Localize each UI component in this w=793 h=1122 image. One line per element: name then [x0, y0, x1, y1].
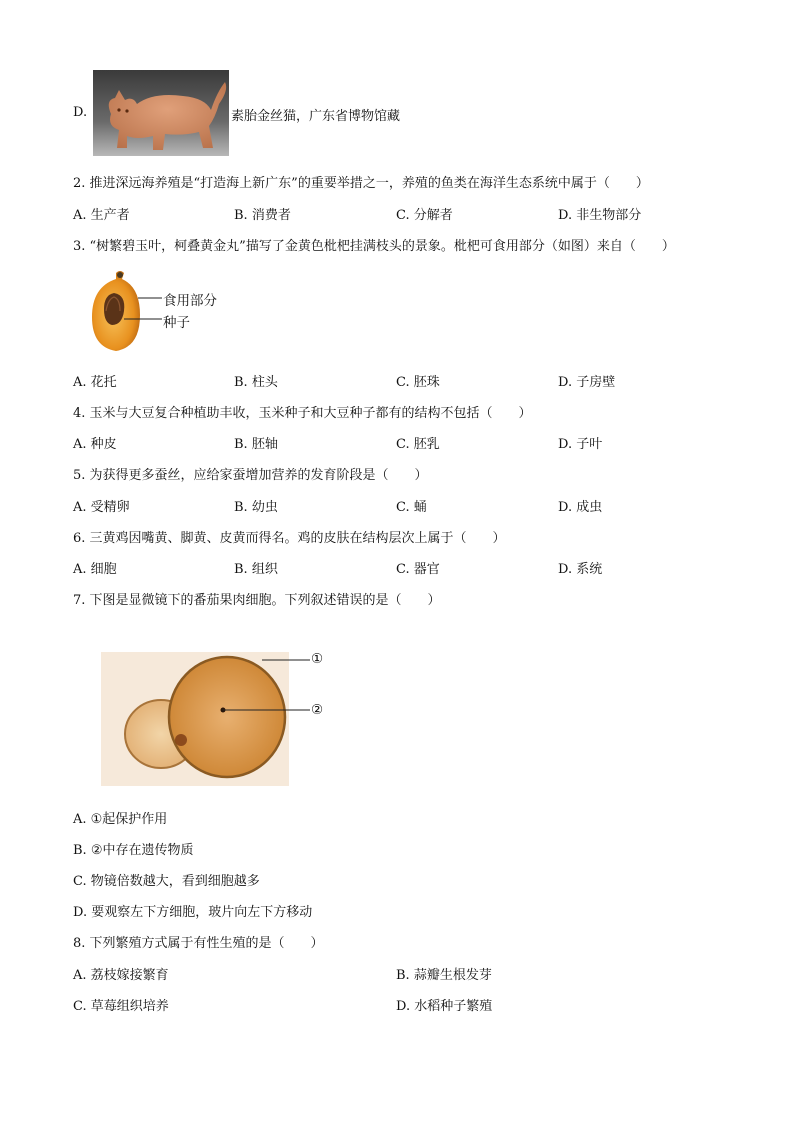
question-3-stem: 3. “树繁碧玉叶，柯叠黄金丸”描写了金黄色枇杷挂满枝头的景象。枇杷可食用部分（如图）来自（ ）: [73, 239, 675, 254]
cat-caption: 素胎金丝猫，广东省博物馆藏: [231, 109, 401, 124]
q3-option-b: B. 柱头: [234, 375, 278, 390]
q6-option-b: B. 组织: [234, 562, 278, 577]
question-7-stem: 7. 下图是显微镜下的番茄果肉细胞。下列叙述错误的是（ ）: [73, 593, 441, 608]
q5-option-c: C. 蛹: [396, 500, 427, 515]
option-d-letter: D.: [73, 105, 88, 120]
q4-option-d: D. 子叶: [558, 437, 603, 452]
q2-option-b: B. 消费者: [234, 208, 291, 223]
q7-option-b: B. ②中存在遗传物质: [73, 843, 194, 858]
q7-option-a: A. ①起保护作用: [73, 812, 168, 827]
q8-option-c: C. 草莓组织培养: [73, 999, 169, 1014]
question-2-stem: 2. 推进深远海养殖是“打造海上新广东”的重要举措之一，养殖的鱼类在海洋生态系统中属于（ ）: [73, 176, 649, 191]
loquat-label-edible: 食用部分: [163, 293, 217, 309]
q8-option-a: A. 荔枝嫁接繁育: [73, 968, 169, 983]
cell-label-1: ①: [311, 651, 324, 667]
loquat-label-seed: 种子: [163, 315, 190, 331]
loquat-diagram: [86, 267, 166, 355]
q4-option-a: A. 种皮: [73, 437, 117, 452]
q2-option-d: D. 非生物部分: [558, 208, 642, 223]
q5-option-d: D. 成虫: [558, 500, 603, 515]
q8-option-b: B. 蒜瓣生根发芽: [396, 968, 492, 983]
q6-option-d: D. 系统: [558, 562, 603, 577]
question-4-stem: 4. 玉米与大豆复合种植助丰收，玉米种子和大豆种子都有的结构不包括（ ）: [73, 406, 532, 421]
q8-option-d: D. 水稻种子繁殖: [396, 999, 493, 1014]
cat-figurine-image: [93, 70, 229, 156]
q4-option-b: B. 胚轴: [234, 437, 278, 452]
question-5-stem: 5. 为获得更多蚕丝，应给家蚕增加营养的发育阶段是（ ）: [73, 468, 428, 483]
q7-option-c: C. 物镜倍数越大，看到细胞越多: [73, 874, 260, 889]
q6-option-c: C. 器官: [396, 562, 440, 577]
q5-option-b: B. 幼虫: [234, 500, 278, 515]
q4-option-c: C. 胚乳: [396, 437, 440, 452]
q2-option-a: A. 生产者: [73, 208, 130, 223]
q6-option-a: A. 细胞: [73, 562, 117, 577]
q2-option-c: C. 分解者: [396, 208, 453, 223]
q5-option-a: A. 受精卵: [73, 500, 130, 515]
question-8-stem: 8. 下列繁殖方式属于有性生殖的是（ ）: [73, 936, 324, 951]
question-6-stem: 6. 三黄鸡因嘴黄、脚黄、皮黄而得名。鸡的皮肤在结构层次上属于（ ）: [73, 531, 506, 546]
cell-leader-lines: [200, 652, 320, 722]
q3-option-a: A. 花托: [73, 375, 117, 390]
q3-option-d: D. 子房壁: [558, 375, 616, 390]
q3-option-c: C. 胚珠: [396, 375, 440, 390]
cell-label-2: ②: [311, 702, 324, 718]
q7-option-d: D. 要观察左下方细胞，玻片向左下方移动: [73, 905, 313, 920]
